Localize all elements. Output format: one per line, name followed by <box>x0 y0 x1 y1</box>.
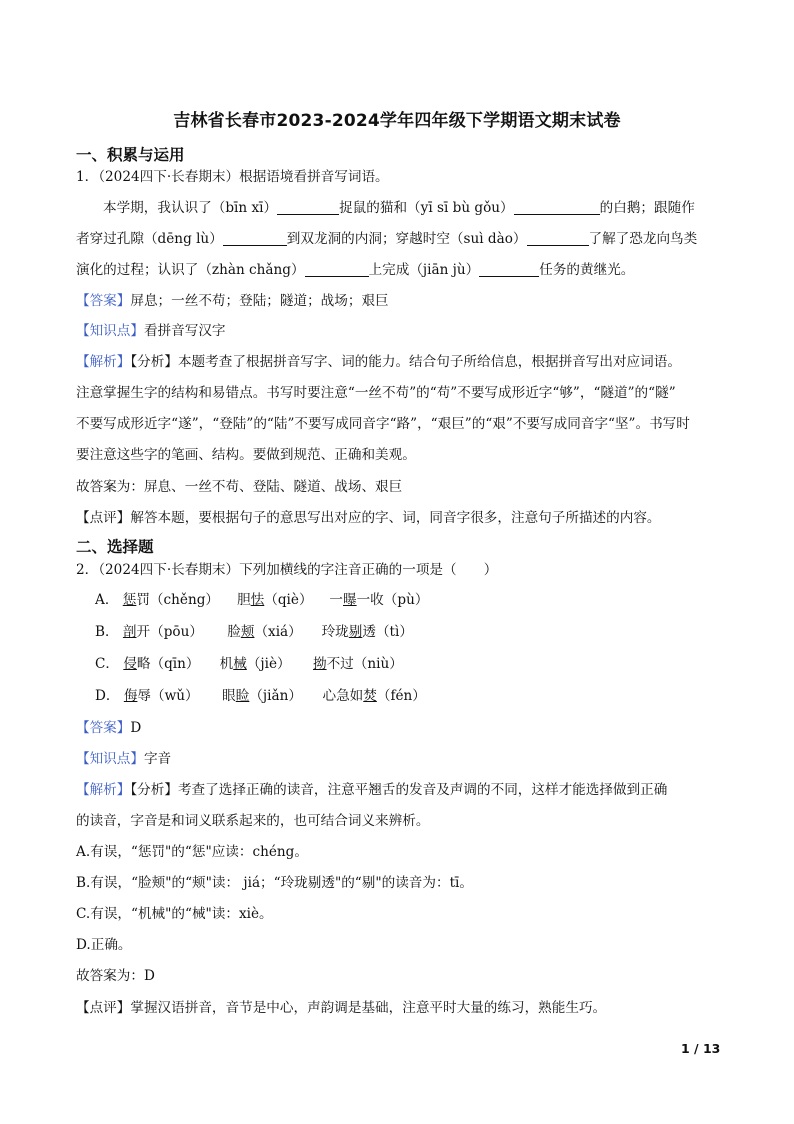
q1-knowledge-point: 【知识点】看拼音写汉字 <box>76 323 226 339</box>
q1-analysis-line-2: 注意掌握生字的结构和易错点。书写时要注意“一丝不苟”的“苟”不要写成形近字“够”，“隧道”的“隧” <box>76 385 676 401</box>
question-1-stem: 1．（2024四下·长春期末）根据语境看拼音写词语。 <box>76 169 389 185</box>
page-number: 1 / 13 <box>681 1041 721 1056</box>
option-a: A． 惩罚（chěng） 胆怯（qiè） 一曝一收（pù） <box>95 592 429 608</box>
q1-passage-line-2: 者穿过孔隙（dēng lù） 到双龙洞的内洞；穿越时空（suì dào） 了解了恐龙向鸟类 <box>76 231 698 247</box>
answer-blank <box>305 262 369 277</box>
answer-blank <box>514 200 600 215</box>
q2-knowledge-point: 【知识点】字音 <box>76 751 172 767</box>
question-2-stem: 2．（2024四下·长春期末）下列加横线的字注音正确的一项是（ ） <box>76 562 498 578</box>
q1-answer: 【答案】屏息；一丝不苟；登陆；隧道；战场；艰巨 <box>76 293 389 309</box>
q2-answer: 【答案】D <box>76 720 142 736</box>
section-heading-2: 二、选择题 <box>76 538 154 556</box>
answer-blank <box>479 262 539 277</box>
answer-blank <box>277 200 339 215</box>
q1-passage-line-3: 演化的过程；认识了（zhàn chǎng） 上完成（jiān jù） 任务的黄继光。 <box>76 262 635 278</box>
q1-analysis-line-3: 不要写成形近字“遂”，“登陆”的“陆”不要写成同音字“路”，“艰巨”的“艰”不要写成同音字“坚”。书写时 <box>76 416 690 432</box>
q2-comment: 【点评】掌握汉语拼音，音节是中心，声韵调是基础，注意平时大量的练习，熟能生巧。 <box>76 1000 607 1016</box>
section-heading-1: 一、积累与运用 <box>76 146 185 164</box>
q1-final-answer: 故答案为：屏息、一丝不苟、登陆、隧道、战场、艰巨 <box>76 479 403 495</box>
option-d: D． 侮辱（wǔ） 眼睑（jiǎn） 心急如焚（fén） <box>95 688 426 704</box>
q1-analysis-line-1: 【解析】【分析】本题考查了根据拼音写字、词的能力。结合句子所给信息，根据拼音写出对应词语。 <box>76 354 681 370</box>
q1-passage-line-1: 本学期，我认识了（bīn xī） 捉鼠的猫和（yī sī bù gǒu） 的白鹅；跟随作 <box>103 200 695 216</box>
page-title: 吉林省长春市2023-2024学年四年级下学期语文期末试卷 <box>173 111 621 131</box>
q2-analysis-line-1: 【解析】【分析】考查了选择正确的读音，注意平翘舌的发音及声调的不同，这样才能选择做到正确 <box>76 782 668 798</box>
q2-analysis-c: C.有误，“机械"的“械"读：xiè。 <box>76 906 273 922</box>
q1-comment: 【点评】解答本题，要根据句子的意思写出对应的字、词，同音字很多，注意句子所描述的内容。 <box>76 510 661 526</box>
q1-analysis-line-4: 要注意这些字的笔画、结构。要做到规范、正确和美观。 <box>76 447 416 463</box>
q2-analysis-a: A.有误，“惩罚"的“惩"应读：chéng。 <box>76 844 308 860</box>
q2-final-answer: 故答案为：D <box>76 968 155 984</box>
q2-analysis-line-2: 的读音，字音是和词义联系起来的，也可结合词义来辨析。 <box>76 813 430 829</box>
option-b: B． 剖开（pōu） 脸颊（xiá） 玲珑剔透（tì） <box>95 624 413 640</box>
option-c: C． 侵略（qīn） 机械（jiè） 拗不过（niù） <box>95 656 403 672</box>
answer-blank <box>527 231 589 246</box>
q2-analysis-b: B.有误，“脸颊"的“颊"读： jiá；“玲珑剔透"的“剔"的读音为：tī。 <box>76 875 473 891</box>
answer-blank <box>223 231 287 246</box>
q2-analysis-d: D.正确。 <box>76 937 132 953</box>
